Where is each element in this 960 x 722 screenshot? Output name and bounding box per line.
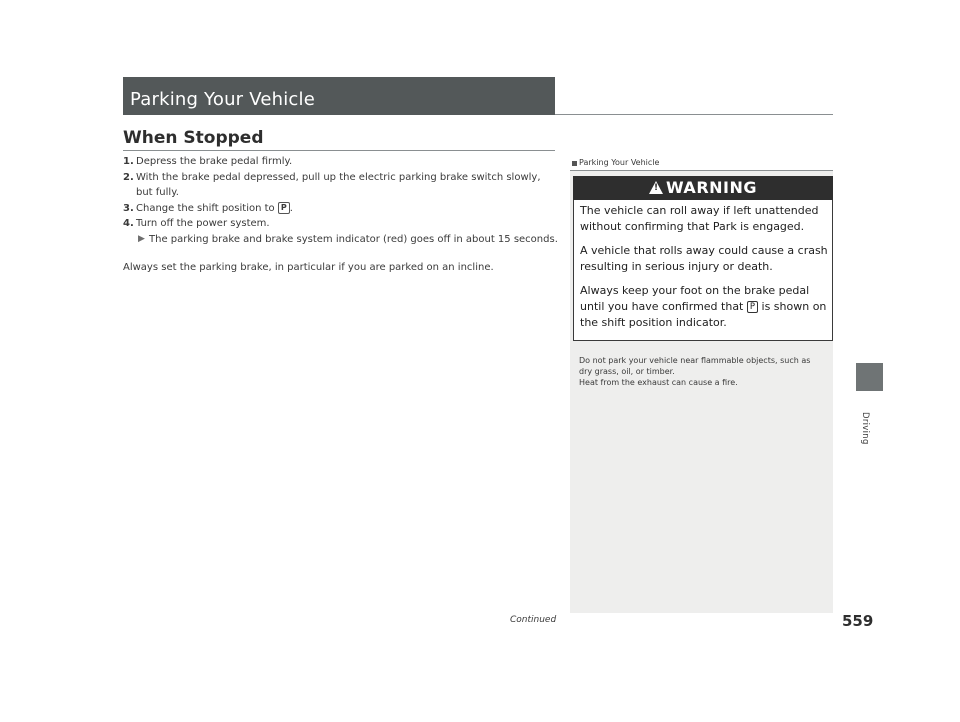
step-number: 3. bbox=[123, 202, 134, 214]
chapter-tab bbox=[856, 363, 883, 391]
chapter-tab-label: Driving bbox=[860, 412, 870, 445]
warning-paragraph-3 bbox=[580, 283, 828, 331]
sidebar-header-text: Parking Your Vehicle bbox=[579, 158, 660, 167]
procedure-steps bbox=[123, 154, 559, 276]
park-symbol: P bbox=[747, 301, 758, 313]
step-text: Depress the brake pedal firmly. bbox=[136, 156, 293, 167]
title-rule bbox=[555, 114, 833, 115]
warning-paragraph-2: A vehicle that rolls away could cause a crash resulting in serious injury or death. bbox=[580, 244, 828, 273]
section-title: Parking Your Vehicle bbox=[130, 89, 315, 110]
result-text: The parking brake and brake system indicator (red) goes off in about 15 seconds. bbox=[149, 233, 558, 245]
page-heading: When Stopped bbox=[123, 128, 264, 148]
step-number: 1. bbox=[123, 156, 134, 167]
warning-text-end: is shown on the shift position indicator. bbox=[580, 300, 827, 329]
caution-note bbox=[579, 355, 824, 388]
page-number: 559 bbox=[842, 612, 874, 630]
step-4 bbox=[123, 216, 559, 232]
warning-paragraph-1: The vehicle can roll away if left unattended without confirming that Park is engaged. bbox=[580, 204, 819, 233]
heading-rule bbox=[123, 150, 555, 151]
caution-line-1: Do not park your vehicle near flammable objects, such as dry grass, oil, or timber. bbox=[579, 356, 811, 376]
step-number: 2. bbox=[123, 171, 134, 183]
parking-note: Always set the parking brake, in particular if you are parked on an incline. bbox=[123, 262, 494, 273]
step-text: With the brake pedal depressed, pull up the electric parking brake switch slowly, but fully. bbox=[136, 171, 541, 198]
warning-text: Always keep your foot on the brake pedal until you have confirmed that bbox=[580, 284, 810, 313]
step-3 bbox=[123, 201, 559, 217]
step-text: Change the shift position to bbox=[136, 202, 275, 214]
continued-label: Continued bbox=[510, 615, 557, 625]
result-arrow-icon: ▶ bbox=[138, 233, 145, 244]
caution-line-2: Heat from the exhaust can cause a fire. bbox=[579, 378, 738, 387]
step-number: 4. bbox=[123, 218, 134, 229]
step-1 bbox=[123, 154, 559, 170]
step-2 bbox=[123, 170, 559, 201]
park-symbol: P bbox=[278, 202, 290, 214]
warning-header bbox=[573, 176, 833, 200]
step-4-result bbox=[123, 232, 559, 248]
warning-triangle-icon: ! bbox=[649, 181, 663, 194]
step-text-end: . bbox=[289, 202, 293, 214]
step-text: Turn off the power system. bbox=[136, 218, 270, 229]
reference-marker-icon bbox=[572, 161, 577, 166]
warning-title: WARNING bbox=[666, 178, 757, 197]
warning-body bbox=[580, 203, 828, 339]
